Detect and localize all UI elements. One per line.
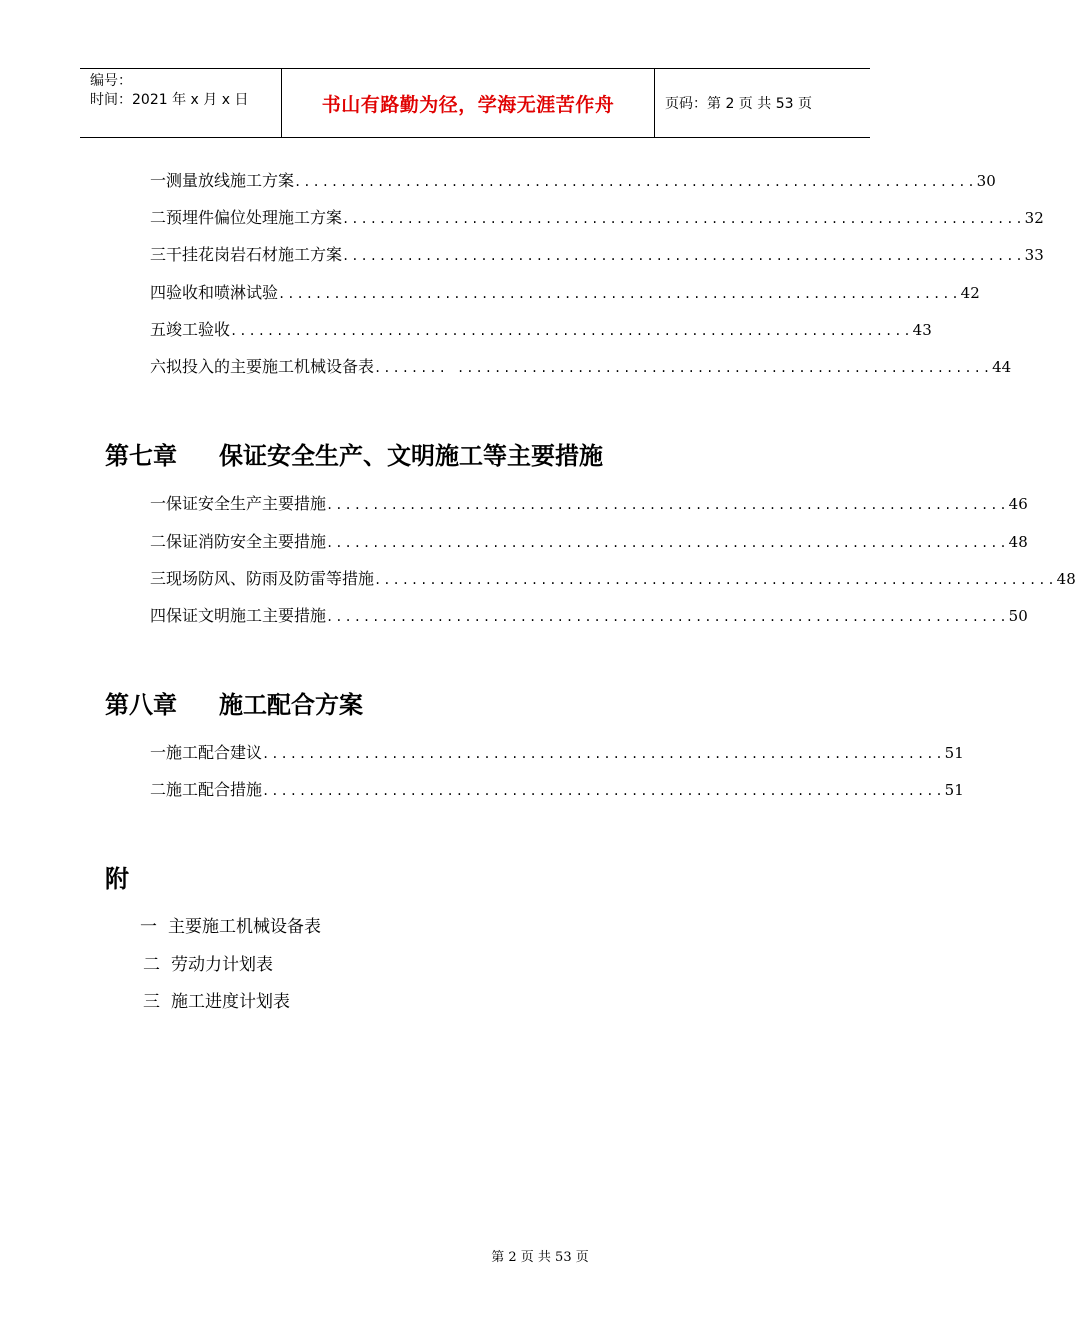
toc-entry-number: 二 [150, 208, 167, 227]
toc-entry[interactable] [150, 604, 1028, 628]
number-label: 编号： [90, 73, 132, 89]
time-label: 时间：2021 年 x 月 x 日 [90, 92, 249, 108]
chapter-heading[interactable] [105, 689, 363, 721]
toc-entry-page: 51 [944, 744, 964, 762]
dot-leader: ........ .......................................................... [374, 361, 993, 375]
dot-leader: .......................................................................... [342, 249, 1025, 263]
toc-entry-page: 48 [1008, 533, 1028, 551]
toc-entry-number: 三 [150, 245, 167, 264]
toc-entry-label: 施工配合措施 [166, 780, 263, 799]
dot-leader: .......................................................................... [294, 175, 977, 189]
toc-entry-page: 30 [976, 172, 996, 190]
dot-leader: .......................................................................... [278, 287, 961, 301]
toc-entry-page: 46 [1008, 495, 1028, 513]
toc-entry[interactable] [150, 281, 980, 305]
chapter-number: 第七章 [105, 442, 177, 470]
page-footer: 第 2 页 共 53 页 [491, 1250, 589, 1265]
dot-leader: .......................................................................... [230, 324, 913, 338]
dot-leader: .......................................................................... [326, 498, 1009, 512]
toc-entry-page: 50 [1008, 607, 1028, 625]
toc-entry-label: 拟投入的主要施工机械设备表 [166, 357, 375, 376]
toc-entry-label: 验收和喷淋试验 [166, 283, 279, 302]
chapter-number: 第八章 [105, 691, 177, 719]
page-header [80, 68, 870, 138]
toc-entry-number: 一 [150, 743, 167, 762]
toc-entry-number: 五 [150, 320, 167, 339]
appendix-item[interactable] [143, 953, 273, 977]
dot-leader: .......................................................................... [342, 212, 1025, 226]
toc-entry-page: 33 [1024, 246, 1044, 264]
toc-entry-label: 保证消防安全主要措施 [166, 532, 327, 551]
toc-entry-page: 32 [1024, 209, 1044, 227]
header-page-cell [655, 69, 870, 137]
toc-entry-label: 保证文明施工主要措施 [166, 606, 327, 625]
toc-entry[interactable] [150, 355, 1012, 379]
toc-entry[interactable] [150, 243, 1044, 267]
toc-entry[interactable] [150, 778, 964, 802]
toc-entry-number: 三 [150, 569, 167, 588]
toc-entry-page: 48 [1056, 570, 1076, 588]
toc-entry-page: 42 [960, 284, 980, 302]
appendix-heading[interactable]: 附 [105, 865, 129, 893]
toc-entry-label: 竣工验收 [166, 320, 231, 339]
header-page-info: 页码：第 2 页 共 53 页 [665, 96, 812, 112]
appendix-item[interactable] [140, 915, 321, 939]
toc-entry[interactable] [150, 492, 1028, 516]
toc-entry[interactable] [150, 741, 964, 765]
toc-entry[interactable] [150, 530, 1028, 554]
toc-entry[interactable] [150, 169, 996, 193]
appendix-item[interactable] [143, 990, 290, 1014]
toc-entry-number: 二 [150, 780, 167, 799]
toc-entry-page: 43 [912, 321, 932, 339]
toc-entry[interactable] [150, 567, 1076, 591]
appendix-item-number: 一 [140, 917, 157, 937]
toc-entry-number: 一 [150, 494, 167, 513]
header-info-cell [80, 69, 282, 137]
appendix-item-label: 主要施工机械设备表 [168, 917, 321, 937]
toc-entry-number: 四 [150, 606, 167, 625]
toc-entry[interactable] [150, 206, 1044, 230]
appendix-item-number: 三 [143, 992, 160, 1012]
toc-entry-label: 保证安全生产主要措施 [166, 494, 327, 513]
toc-entry-number: 一 [150, 171, 167, 190]
toc-entry-number: 四 [150, 283, 167, 302]
toc-entry-page: 51 [944, 781, 964, 799]
toc-entry[interactable] [150, 318, 932, 342]
toc-entry-label: 现场防风、防雨及防雷等措施 [166, 569, 375, 588]
dot-leader: .......................................................................... [374, 573, 1057, 587]
chapter-title: 施工配合方案 [219, 691, 363, 719]
chapter-title: 保证安全生产、文明施工等主要措施 [219, 442, 603, 470]
header-motto-cell [282, 69, 655, 137]
toc-entry-number: 六 [150, 357, 167, 376]
toc-entry-label: 预埋件偏位处理施工方案 [166, 208, 343, 227]
motto-text: 书山有路勤为径，学海无涯苦作舟 [321, 93, 615, 116]
toc-entry-number: 二 [150, 532, 167, 551]
dot-leader: .......................................................................... [262, 784, 945, 798]
toc-entry-label: 干挂花岗岩石材施工方案 [166, 245, 343, 264]
dot-leader: .......................................................................... [326, 536, 1009, 550]
appendix-item-label: 施工进度计划表 [171, 992, 290, 1012]
toc-entry-label: 施工配合建议 [166, 743, 263, 762]
appendix-item-number: 二 [143, 955, 160, 975]
toc-entry-page: 44 [992, 358, 1012, 376]
appendix-item-label: 劳动力计划表 [171, 955, 273, 975]
chapter-heading[interactable] [105, 440, 603, 472]
toc-entry-label: 测量放线施工方案 [166, 171, 295, 190]
dot-leader: .......................................................................... [326, 610, 1009, 624]
dot-leader: .......................................................................... [262, 747, 945, 761]
